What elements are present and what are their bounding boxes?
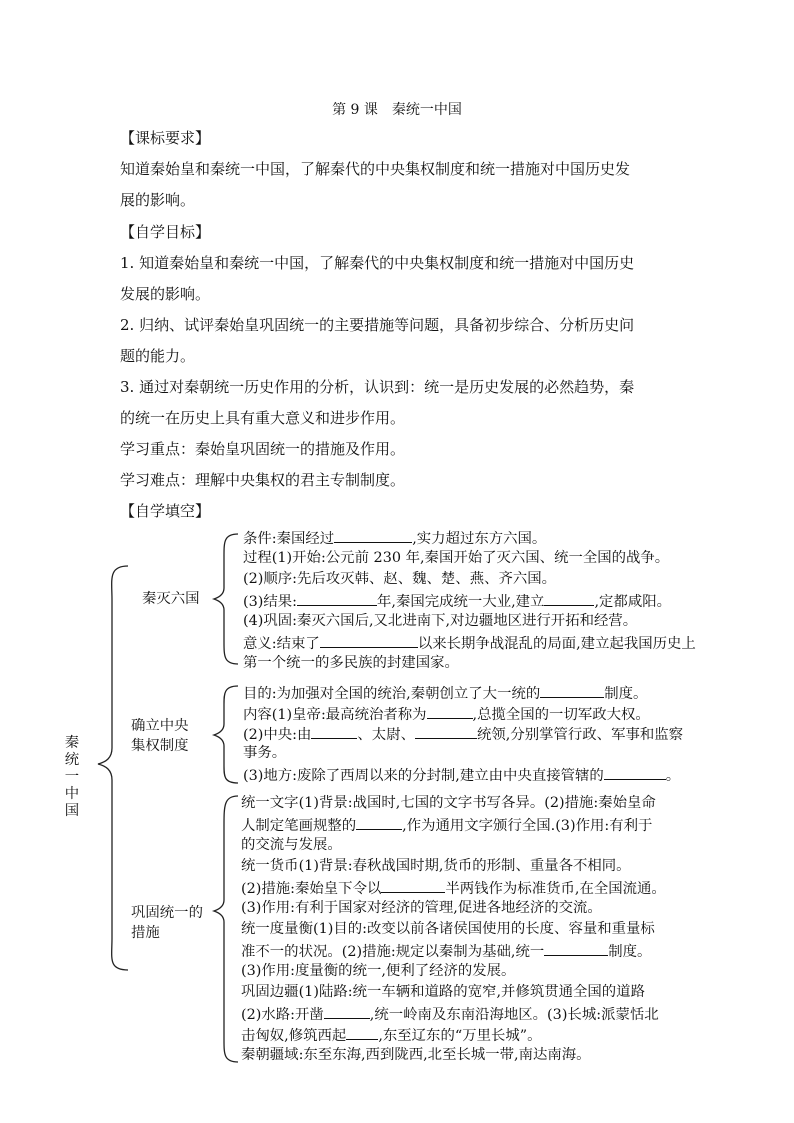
g1-consolidate: (4)巩固:秦灭六国后,又北进南下,对边疆地区进行开拓和经营。 xyxy=(243,613,638,629)
goal3-line2: 的统一在历史上具有重大意义和进步作用。 xyxy=(120,409,406,427)
lesson-title: 第 9 课 秦统一中国 xyxy=(332,102,462,118)
category-consolidation-line1: 巩固统一的 xyxy=(131,905,203,921)
blank-2 xyxy=(297,591,377,606)
blank-12 xyxy=(544,941,608,956)
category-central-system-line1: 确立中央 xyxy=(131,718,189,734)
g3-writing-effect: 的交流与发展。 xyxy=(241,837,342,853)
g2-emperor: 内容(1)皇帝:最高统治者称为 ,总揽全国的一切军政大权。 xyxy=(243,704,650,725)
blank-13 xyxy=(324,1004,370,1019)
kebiao-heading: 【课标要求】 xyxy=(120,129,211,147)
g2-central: (2)中央:由 、太尉、 统领,分别掌管行政、军事和监察 xyxy=(243,724,683,745)
blank-6 xyxy=(427,704,473,719)
fill-heading: 【自学填空】 xyxy=(120,502,211,520)
blank-7 xyxy=(311,724,357,739)
g2-local: (3)地方:废除了西周以来的分封制,建立由中央直接管辖的 。 xyxy=(243,765,680,786)
g3-currency: 统一货币(1)背景:春秋战国时期,货币的形制、重量各不相同。 xyxy=(241,858,631,874)
g1-order: (2)顺序:先后攻灭韩、赵、魏、楚、燕、齐六国。 xyxy=(243,571,557,587)
goal1-line1: 1. 知道秦始皇和秦统一中国，了解秦代的中央集权制度和统一措施对中国历史 xyxy=(120,254,635,272)
key-point: 学习重点：秦始皇巩固统一的措施及作用。 xyxy=(120,440,406,458)
g1-significance: 意义:结束了 以来长期争战混乱的局面,建立起我国历史上 xyxy=(243,633,696,654)
root-char-4: 中 xyxy=(64,786,80,802)
g3-measures-cont: 准不一的状况。(2)措施:规定以秦制为基础,统一 制度。 xyxy=(241,941,651,962)
g3-writing-cont: 人制定笔画规整的 ,作为通用文字颁行全国.(3)作用:有利于 xyxy=(241,815,652,836)
difficulty: 学习难点：理解中央集权的君主专制制度。 xyxy=(120,471,406,489)
root-label-qin-unify-china xyxy=(62,735,82,820)
g3-measures-effect: (3)作用:度量衡的统一,便利了经济的发展。 xyxy=(241,963,516,979)
g1-significance-cont: 第一个统一的多民族的封建国家。 xyxy=(243,655,459,671)
g3-currency-measure: (2)措施:秦始皇下令以 半两钱作为标准货币,在全国流通。 xyxy=(241,878,666,899)
g3-frontier-water: (2)水路:开凿 ,统一岭南及东南沿海地区。(3)长城:派蒙恬北 xyxy=(241,1004,659,1025)
g3-measures: 统一度量衡(1)目的:改变以前各诸侯国使用的长度、容量和重量标 xyxy=(241,921,655,937)
blank-5 xyxy=(540,683,604,698)
brace-cat2 xyxy=(214,686,238,783)
main-brace xyxy=(98,566,128,970)
g3-great-wall: 击匈奴,修筑西起 ,东至辽东的“万里长城”。 xyxy=(241,1025,542,1046)
goal1-line2: 发展的影响。 xyxy=(120,285,211,303)
blank-8 xyxy=(415,724,477,739)
blank-10 xyxy=(356,815,402,830)
blank-4 xyxy=(320,633,418,648)
category-consolidation-line2: 措施 xyxy=(131,925,160,941)
g3-writing: 统一文字(1)背景:战国时,七国的文字书写各异。(2)措施:秦始皇命 xyxy=(241,795,656,811)
kebiao-text-line1: 知道秦始皇和秦统一中国，了解秦代的中央集权制度和统一措施对中国历史发 xyxy=(120,160,631,178)
goal2-line1: 2. 归纳、试评秦始皇巩固统一的主要措施等问题，具备初步综合、分析历史问 xyxy=(120,316,635,334)
brace-cat3 xyxy=(214,796,238,1062)
g3-frontier-land: 巩固边疆(1)陆路:统一车辆和道路的宽窄,并修筑贯通全国的道路 xyxy=(241,984,645,1000)
category-qin-conquers-six-states: 秦灭六国 xyxy=(142,591,200,607)
root-char-1: 秦 xyxy=(64,735,80,751)
root-char-5: 国 xyxy=(64,803,80,819)
g3-currency-effect: (3)作用:有利于国家对经济的管理,促进各地经济的交流。 xyxy=(241,900,602,916)
root-char-3: 一 xyxy=(64,769,80,785)
blank-9 xyxy=(604,765,666,780)
g2-affairs: 事务。 xyxy=(243,745,287,761)
blank-14 xyxy=(346,1025,378,1040)
blank-11 xyxy=(381,878,445,893)
g1-condition: 条件:秦国经过 ,实力超过东方六国。 xyxy=(243,528,546,549)
blank-1 xyxy=(334,528,412,543)
g1-result: (3)结果: 年,秦国完成统一大业,建立 ,定都咸阳。 xyxy=(243,591,671,612)
goal3-line1: 3. 通过对秦朝统一历史作用的分析，认识到：统一是历史发展的必然趋势，秦 xyxy=(120,378,635,396)
g1-process-start: 过程(1)开始:公元前 230 年,秦国开始了灭六国、统一全国的战争。 xyxy=(243,550,670,566)
g3-territory: 秦朝疆域:东至东海,西到陇西,北至长城一带,南达南海。 xyxy=(241,1047,591,1063)
g2-purpose: 目的:为加强对全国的统治,秦朝创立了大一统的 制度。 xyxy=(243,683,647,704)
blank-3 xyxy=(544,591,594,606)
zixue-heading: 【自学目标】 xyxy=(120,223,211,241)
brace-cat1 xyxy=(214,534,238,664)
kebiao-text-line2: 展的影响。 xyxy=(120,191,196,209)
root-char-2: 统 xyxy=(64,752,80,768)
category-central-system-line2: 集权制度 xyxy=(131,738,189,754)
goal2-line2: 题的能力。 xyxy=(120,347,196,365)
